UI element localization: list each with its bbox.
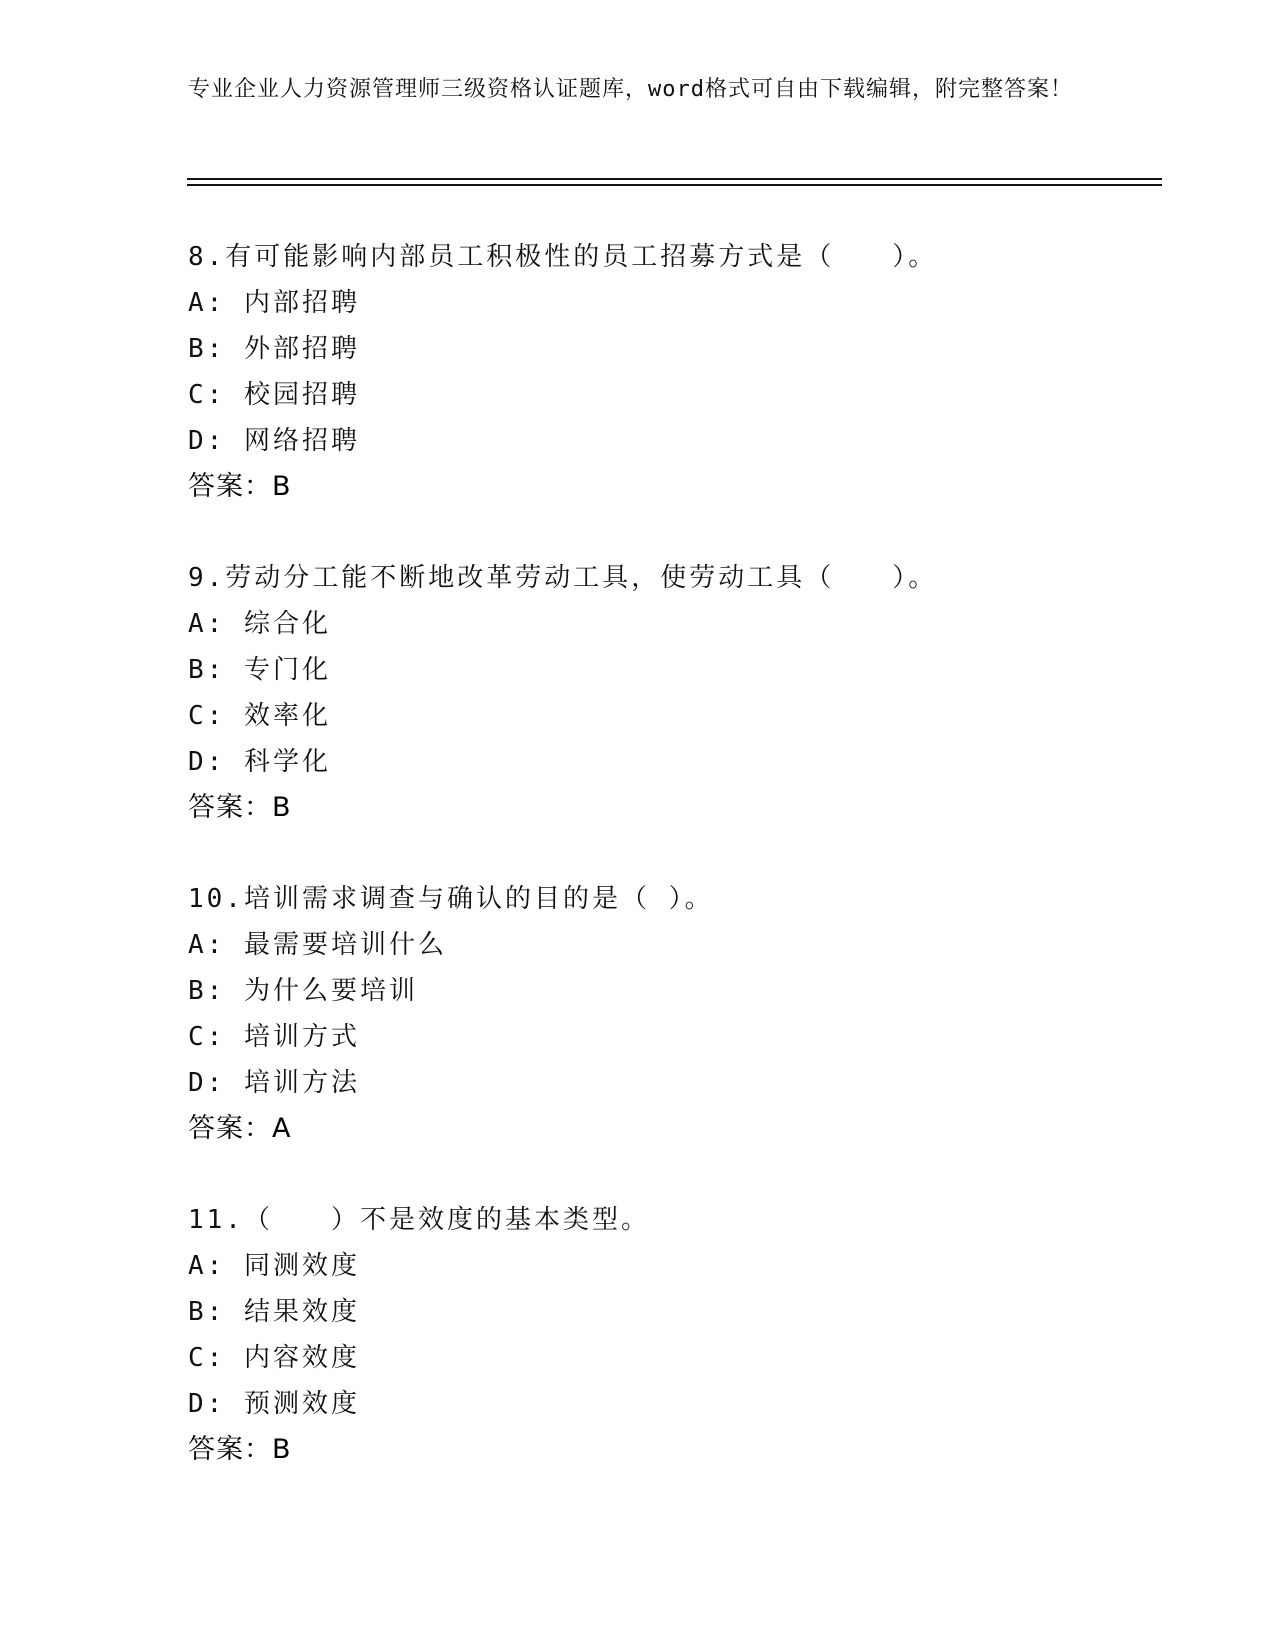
option-b: B: 为什么要培训 [188,976,418,1006]
question-stem: 8.有可能影响内部员工积极性的员工招募方式是（ ）。 [188,242,938,272]
question-stem: 9.劳动分工能不断地改革劳动工具，使劳动工具（ ）。 [188,563,938,593]
option-b: B: 结果效度 [188,1297,360,1327]
question-stem: 10.培训需求调查与确认的目的是（ ）。 [188,884,714,914]
option-c: C: 校园招聘 [188,380,360,410]
option-a: A: 同测效度 [188,1251,360,1281]
option-c: C: 效率化 [188,701,331,731]
answer-line: 答案：B [188,792,292,823]
option-b: B: 专门化 [188,655,331,685]
option-d: D: 科学化 [188,747,331,777]
option-d: D: 网络招聘 [188,426,360,456]
question-stem: 11.（ ）不是效度的基本类型。 [188,1205,650,1235]
option-c: C: 内容效度 [188,1343,360,1373]
answer-line: 答案：B [188,471,292,502]
option-a: A: 综合化 [188,609,331,639]
answer-line: 答案：A [188,1113,292,1144]
option-d: D: 培训方法 [188,1068,360,1098]
option-a: A: 内部招聘 [188,288,360,318]
header-divider-bottom [187,184,1162,186]
document-header: 专业企业人力资源管理师三级资格认证题库，word格式可自由下载编辑，附完整答案！ [188,77,1073,102]
question-9 [188,555,1168,831]
question-11 [188,1197,1168,1473]
option-c: C: 培训方式 [188,1022,360,1052]
option-a: A: 最需要培训什么 [188,930,447,960]
option-d: D: 预测效度 [188,1389,360,1419]
answer-line: 答案：B [188,1434,292,1465]
header-divider-top [187,178,1162,180]
question-8 [188,234,1168,510]
option-b: B: 外部招聘 [188,334,360,364]
question-10 [188,876,1168,1152]
